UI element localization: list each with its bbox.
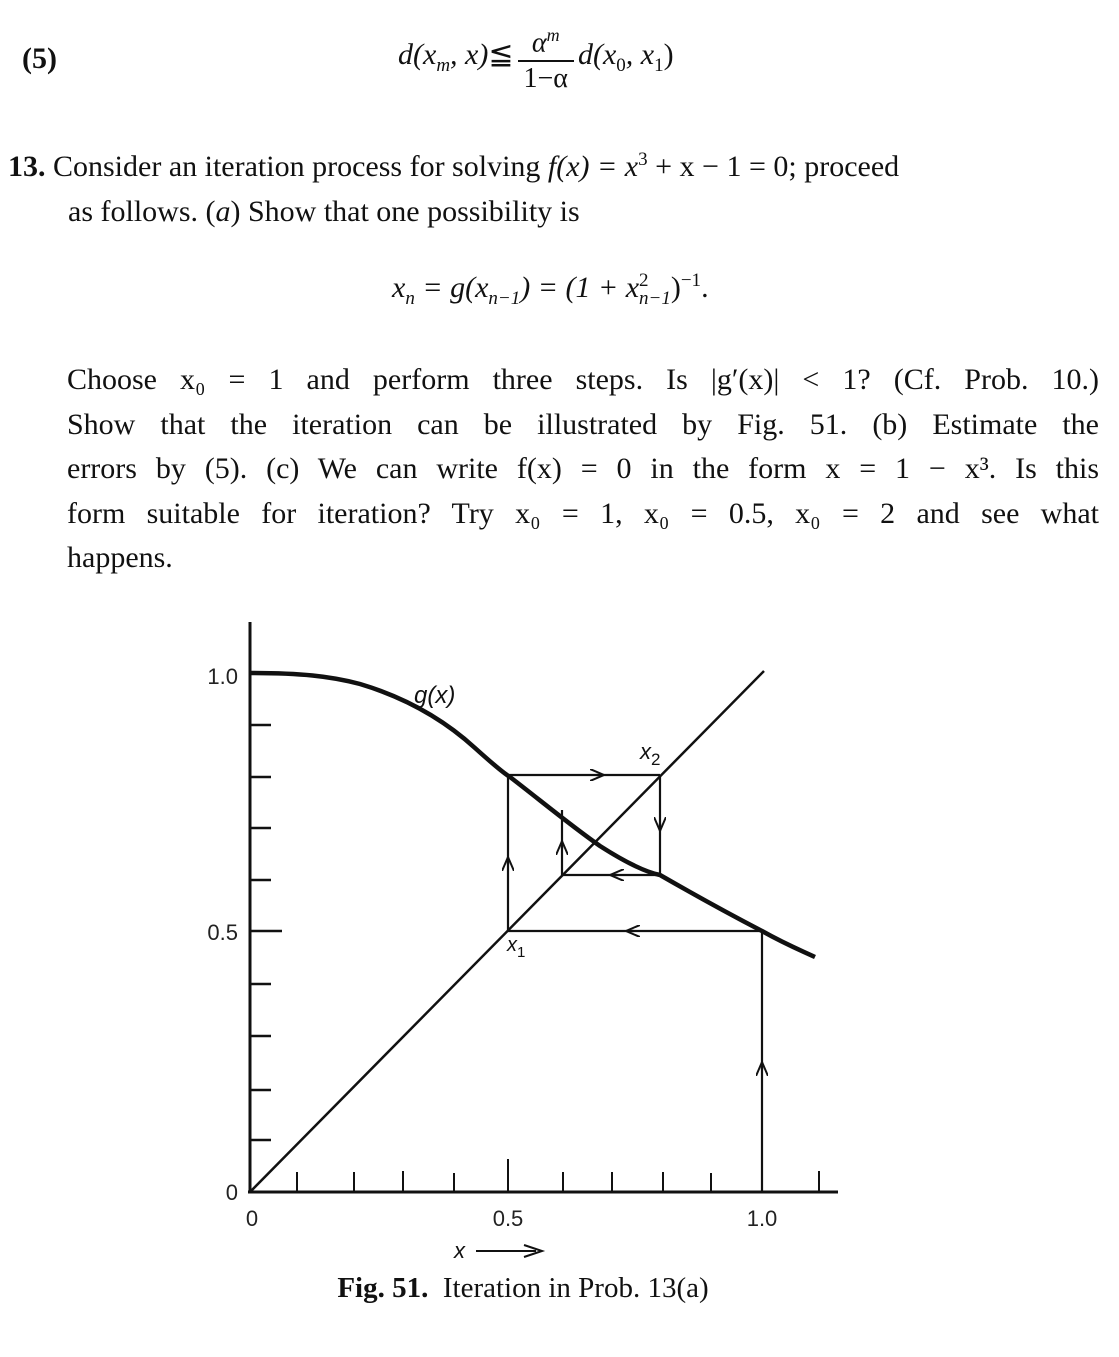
eqg-end-sup: −1 (680, 270, 702, 291)
intro-sup: 3 (638, 149, 648, 170)
eqg-mid: = g(x (414, 271, 489, 304)
eqg-period: . (701, 271, 709, 304)
equation-number-5: (5) (22, 42, 57, 75)
intro-line2-a: as follows. ( (68, 194, 216, 228)
intro-text-3: + x − 1 = 0; proceed (647, 150, 900, 183)
body-line-2: Show that the iteration can be illustrated by Fig. 51. (b) Estimate the (67, 407, 1099, 441)
eq5-numerator: α (531, 27, 547, 59)
eqg-lhs: x (392, 271, 406, 304)
eqg-mid-sub: n−1 (488, 288, 521, 309)
intro-text-1: Consider an iteration process for solving (45, 150, 548, 183)
eq5-denominator: 1−α (518, 60, 574, 96)
body-line-3: errors by (5). (c) We can write f(x) = 0 in the form x = 1 − x³. Is this (67, 452, 1099, 485)
eq5-lhs-rest: , x) (450, 38, 489, 72)
eqg-mid2: ) = (1 + x (520, 271, 640, 304)
intro-text-2: (x) = x (556, 150, 639, 183)
body-line-1: Choose x₀ = 1 and perform three steps. Is |g′(x)| < 1? (Cf. Prob. 10.) (67, 363, 1099, 396)
y-tick-1-0: 1.0 (207, 664, 238, 689)
eq5-lhs-sub: m (436, 55, 451, 77)
curve-label: g(x) (414, 682, 456, 709)
eq5-lhs: d(x (398, 38, 437, 72)
y-tick-0-5: 0.5 (207, 920, 238, 945)
intro-f: f (547, 150, 557, 183)
x-axis-label: x (454, 1238, 465, 1263)
eqg-sq-sup: 2 (639, 270, 649, 292)
figure-caption (0, 1272, 1046, 1305)
x-tick-1-0: 1.0 (746, 1206, 778, 1231)
caption-label: Fig. 51. (337, 1272, 429, 1304)
x2-label: $x_2$ (640, 739, 661, 769)
eq5-relation: ≦ (488, 38, 514, 72)
eq5-rhs: d(x (577, 38, 617, 72)
g-curve (250, 673, 815, 957)
eqg-sq-sub: n−1 (639, 288, 671, 310)
body-line-4: form suitable for iteration? Try x₀ = 1, x₀ = 0.5, x₀ = 2 and see what (67, 496, 1099, 530)
intro-part-a: a (215, 194, 231, 228)
cobweb-iteration (508, 775, 762, 1192)
x-axis-ticks (297, 1150, 819, 1192)
x-tick-0: 0 (245, 1206, 259, 1231)
y-axis-ticks (250, 725, 282, 1140)
y-tick-0: 0 (225, 1180, 238, 1205)
x1-label: $x_1$ (507, 934, 526, 961)
eq5-numerator-sup: m (546, 25, 560, 45)
eq5-rhs-mid: , x (625, 38, 655, 72)
body-line-5: happens. (67, 541, 173, 574)
problem-number: 13. (8, 150, 46, 183)
eqg-lhs-sub: n (405, 288, 415, 309)
eq5-rhs-end: ) (663, 38, 674, 72)
eqg-end: ) (670, 271, 681, 304)
caption-text: Iteration in Prob. 13(a) (442, 1272, 709, 1304)
intro-line2-b: ) Show that one possibility is (230, 194, 580, 228)
eq5-rhs-sub0: 0 (616, 55, 626, 77)
x-tick-0-5: 0.5 (492, 1206, 524, 1231)
eq5-rhs-sub1: 1 (654, 55, 664, 77)
